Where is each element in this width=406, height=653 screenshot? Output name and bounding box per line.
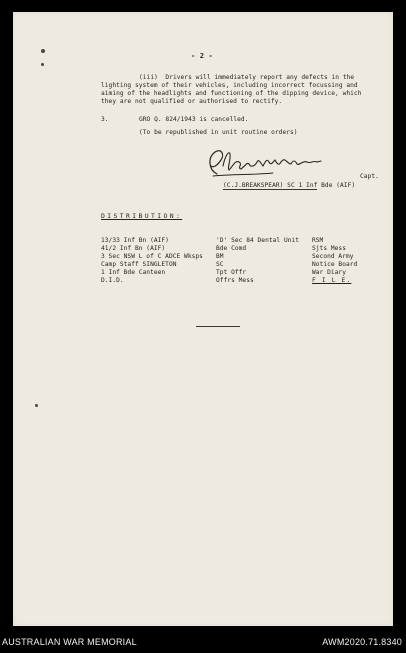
paragraph-iii-line-4: they are not qualified or authorised to rectify.: [101, 98, 283, 105]
distribution-col3-item: Second Army: [312, 253, 354, 260]
signature-image: [203, 144, 333, 182]
page-number: - 2 -: [191, 51, 213, 60]
distribution-col2-item: Tpt Offr: [216, 269, 247, 276]
distribution-col2-item: Bde Comd: [216, 245, 247, 252]
footer-institution: AUSTRALIAN WAR MEMORIAL: [2, 637, 137, 647]
distribution-col1-item: D.I.D.: [101, 277, 124, 284]
paragraph-iii-line-1: (iii) Drivers will immediately report any defects in the: [139, 74, 355, 81]
punch-hole-lower: [35, 404, 38, 407]
paragraph-iii-line-2: lighting system of their vehicles, including incorrect focussing and: [101, 82, 358, 89]
distribution-col2-item: BM: [216, 253, 224, 260]
distribution-col3-item: War Diary: [312, 269, 346, 276]
closing-rule: [196, 326, 240, 327]
footer-accession: AWM2020.71.8340: [322, 637, 402, 647]
distribution-col2-item: SC: [216, 261, 224, 268]
distribution-col3-item: Sjts Mess: [312, 245, 346, 252]
document-page: [13, 12, 393, 626]
distribution-col1-item: 1 Inf Bde Canteen: [101, 269, 166, 276]
paragraph-3-text: GRO Q. 824/1943 is cancelled.: [139, 116, 249, 123]
signatory-underline: [223, 189, 317, 190]
distribution-col1-item: 41/2 Inf Bn (AIF): [101, 245, 166, 252]
punch-hole-mid: [41, 63, 44, 66]
rank-label: Capt.: [360, 173, 379, 180]
distribution-col1-item: Camp Staff SINGLETON: [101, 261, 177, 268]
distribution-col2-item: 'D' Sec 84 Dental Unit: [216, 237, 300, 244]
republish-note: (To be republished in unit routine orders): [139, 129, 298, 136]
distribution-col2-item: Offrs Mess: [216, 277, 254, 284]
distribution-col3-item: Notice Board: [312, 261, 358, 268]
punch-hole-top: [41, 49, 45, 53]
paragraph-3-number: 3.: [101, 116, 109, 123]
distribution-col3-item-file: F I L E.: [312, 277, 352, 284]
distribution-heading: DISTRIBUTION:: [101, 212, 183, 220]
distribution-col1-item: 3 Sec NSW L of C ADCE Wksps: [101, 253, 203, 260]
paragraph-iii-line-3: aiming of the headlights and functioning of the dipping device, which: [101, 90, 362, 97]
distribution-col3-item: RSM: [312, 237, 324, 244]
distribution-col1-item: 13/33 Inf Bn (AIF): [101, 237, 169, 244]
signatory-line: (C.J.BREAKSPEAR) SC 1 Inf Bde (AIF): [223, 182, 356, 189]
